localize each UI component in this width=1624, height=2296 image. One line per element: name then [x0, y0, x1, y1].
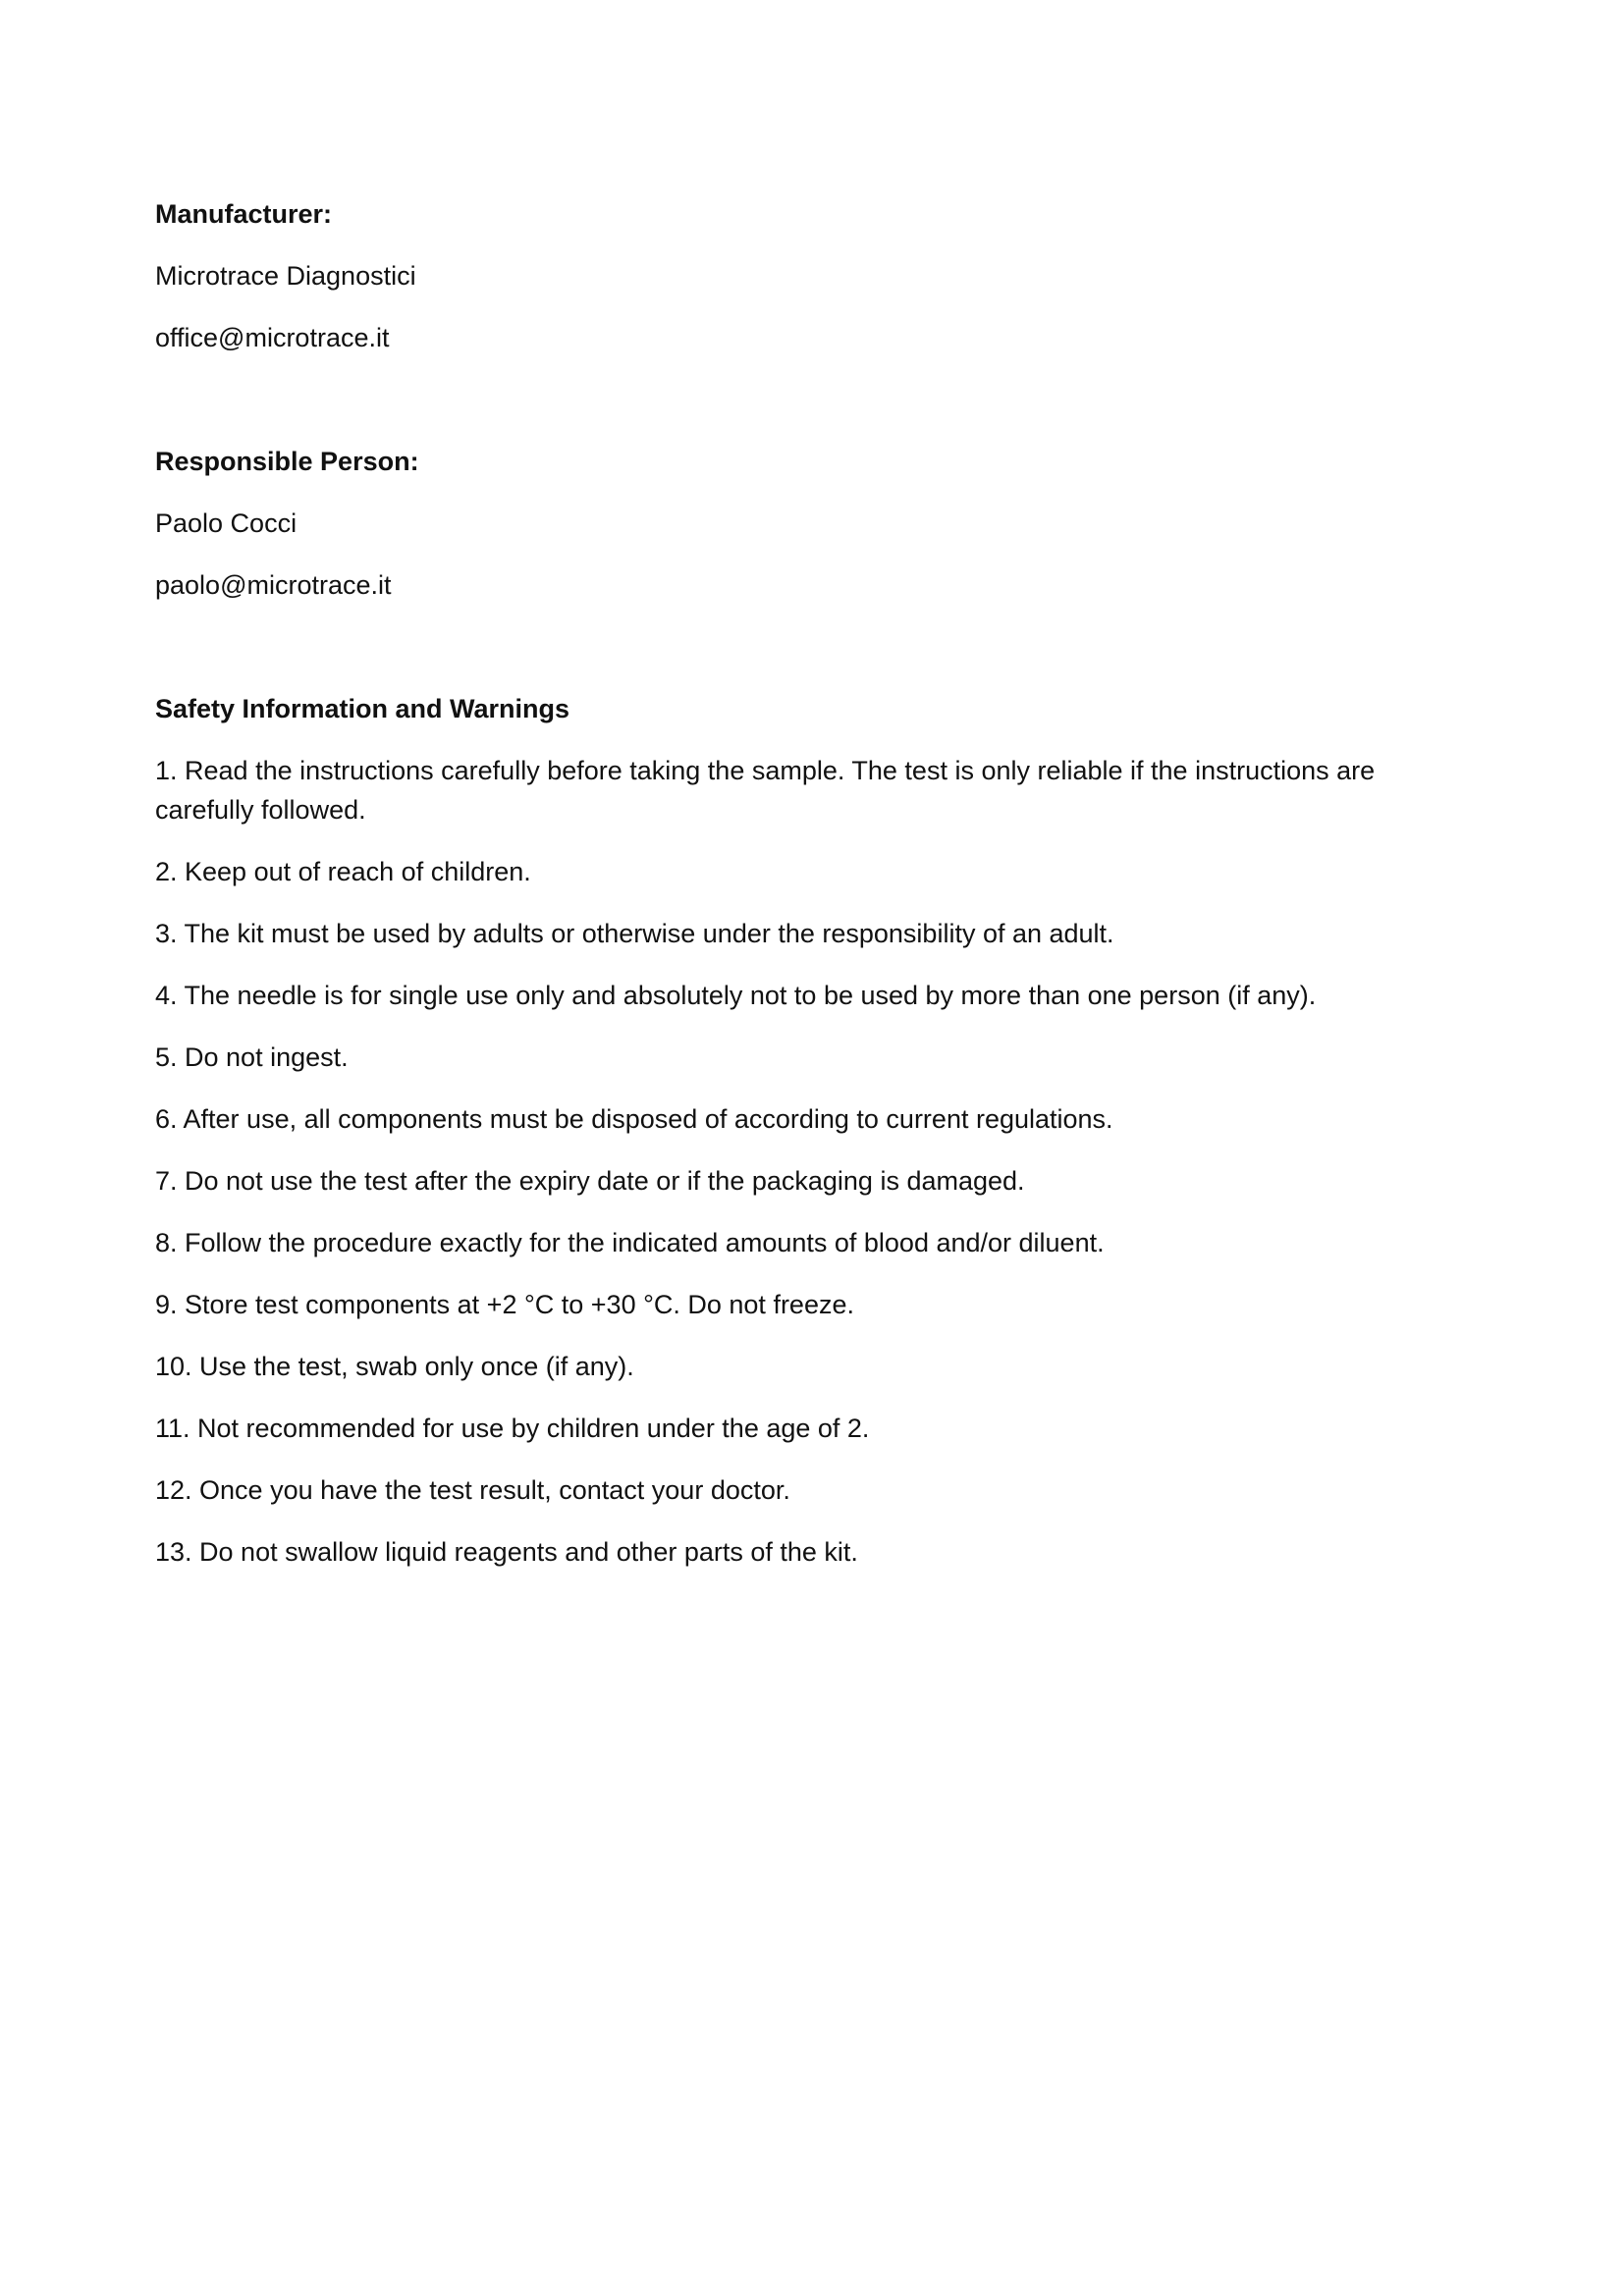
safety-heading: Safety Information and Warnings: [155, 694, 570, 723]
safety-item-6: 6. After use, all components must be disposed of according to current regulations.: [155, 1104, 1113, 1134]
manufacturer-name: Microtrace Diagnostici: [155, 261, 416, 291]
responsible-person-email: paolo@microtrace.it: [155, 570, 392, 600]
safety-item-9: 9. Store test components at +2 °C to +30 °C. Do not freeze.: [155, 1290, 854, 1319]
safety-item-11: 11. Not recommended for use by children under the age of 2.: [155, 1414, 870, 1443]
safety-item-12: 12. Once you have the test result, contact your doctor.: [155, 1475, 790, 1505]
safety-item-2: 2. Keep out of reach of children.: [155, 857, 531, 886]
document-content: [155, 194, 1471, 1594]
responsible-person-name: Paolo Cocci: [155, 508, 298, 538]
safety-item-7: 7. Do not use the test after the expiry date or if the packaging is damaged.: [155, 1166, 1025, 1196]
safety-item-3: 3. The kit must be used by adults or otherwise under the responsibility of an adult.: [155, 919, 1114, 948]
manufacturer-heading: Manufacturer:: [155, 199, 333, 229]
safety-item-1: 1. Read the instructions carefully before taking the sample. The test is only reliable if the instructions are carefully followed.: [155, 756, 1376, 825]
safety-item-10: 10. Use the test, swab only once (if any).: [155, 1352, 634, 1381]
safety-item-5: 5. Do not ingest.: [155, 1042, 349, 1072]
safety-item-4: 4. The needle is for single use only and absolutely not to be used by more than one person (if any).: [155, 981, 1317, 1010]
responsible-person-heading: Responsible Person:: [155, 447, 419, 476]
safety-warnings-list: [155, 751, 1471, 1572]
safety-item-8: 8. Follow the procedure exactly for the indicated amounts of blood and/or diluent.: [155, 1228, 1105, 1257]
manufacturer-email: office@microtrace.it: [155, 323, 390, 352]
safety-item-13: 13. Do not swallow liquid reagents and other parts of the kit.: [155, 1537, 858, 1567]
